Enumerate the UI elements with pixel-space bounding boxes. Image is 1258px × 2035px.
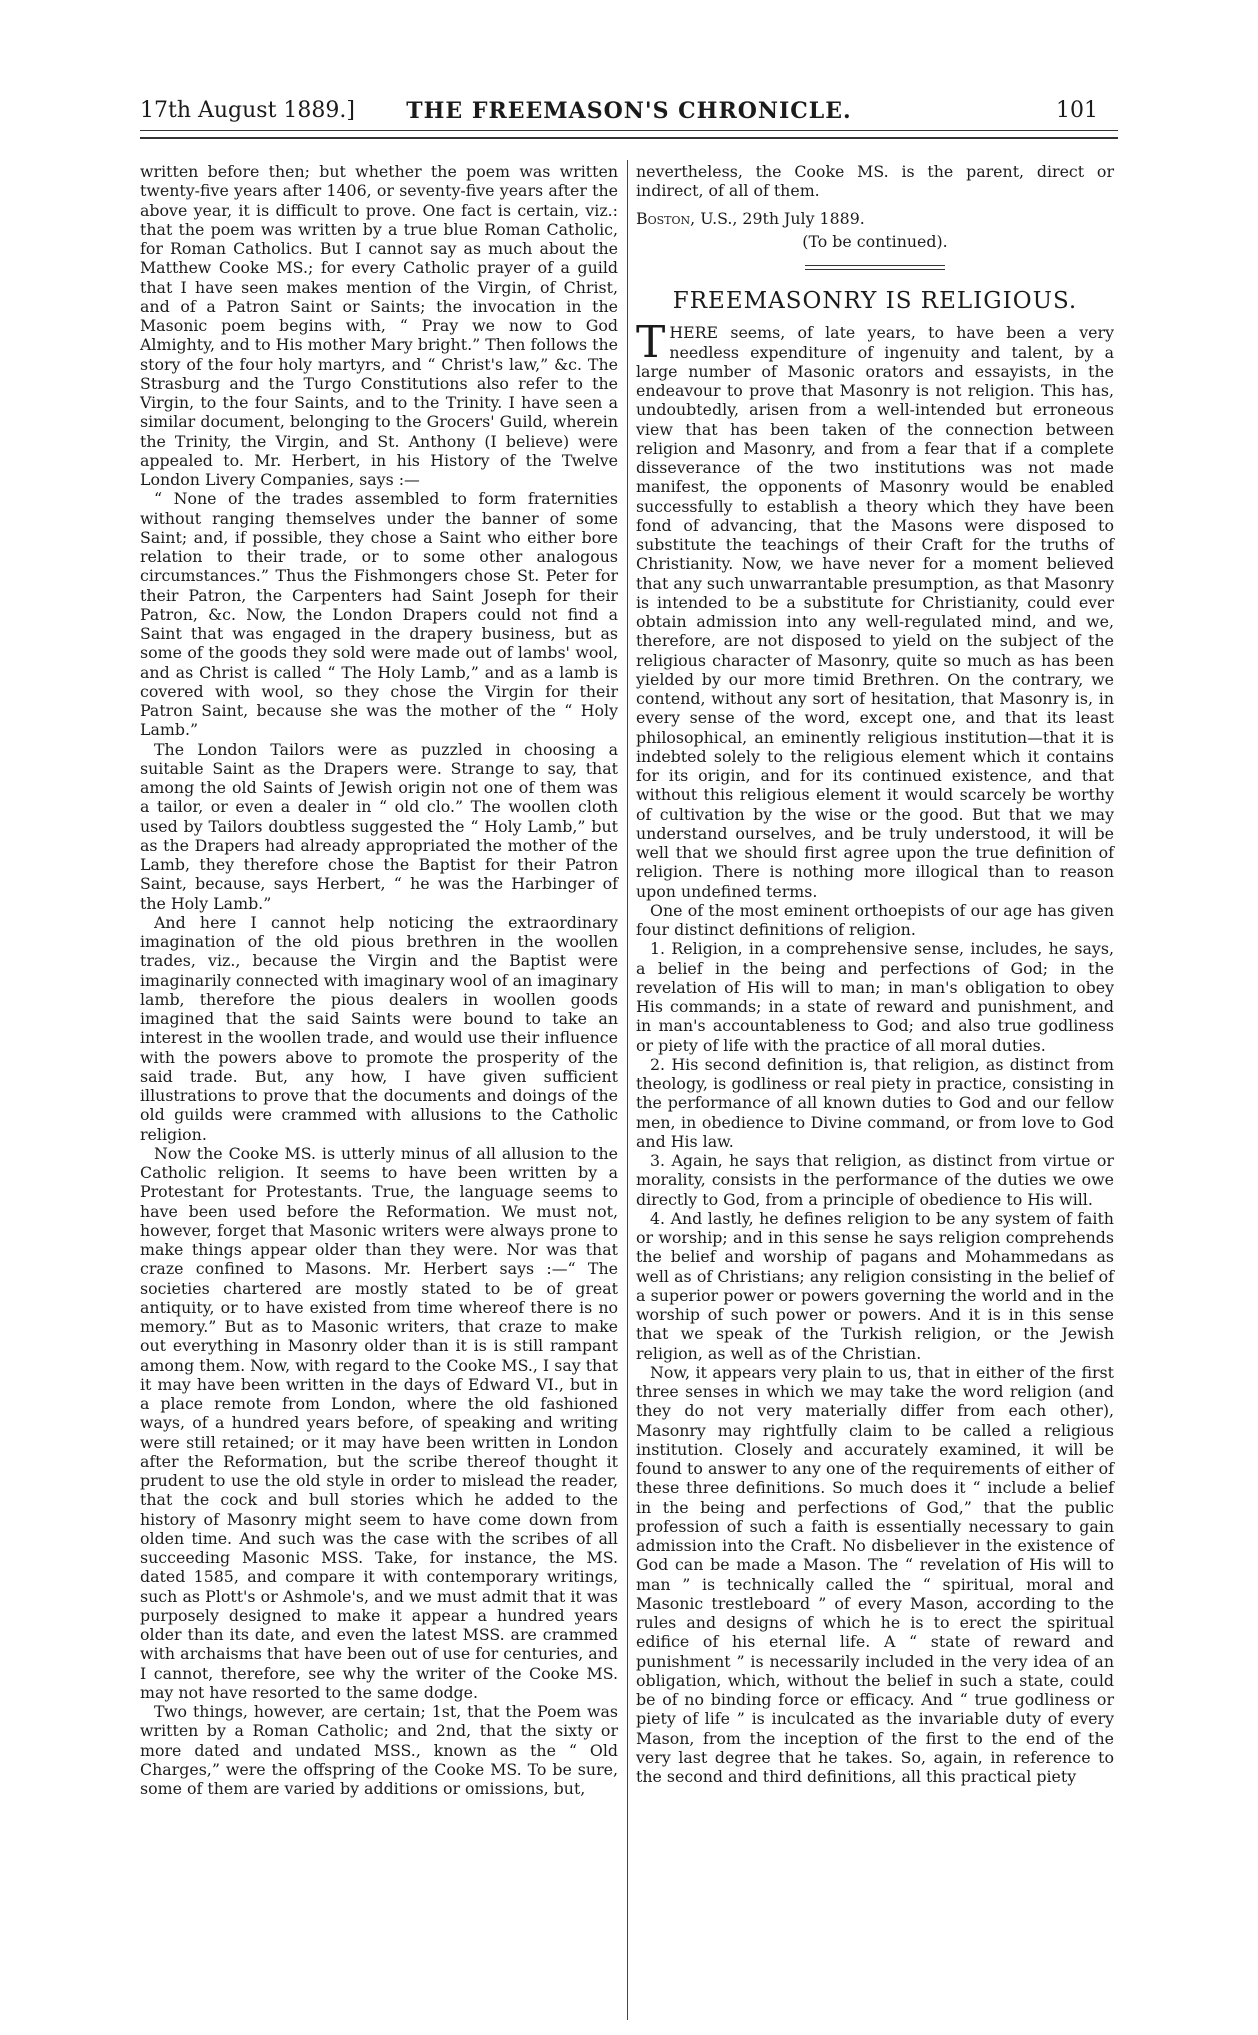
newspaper-page — [140, 96, 1118, 2026]
paragraph: 4. And lastly, he defines religion to be any system of faith or worship; and in this sense he says religion comprehends the belief and worship of pagans and Mohammedans as well as of Christians; any religion consisting in the belief of a superior power or powers governing the world and in the worship of such power or powers. And it is in this sense that we speak of the Turkish religion, or the Jewish religion, as well as of the Christian. — [636, 1208, 1114, 1363]
signoff — [636, 209, 1114, 228]
paragraph: “ None of the trades assembled to form fraternities without ranging themselves under the banner of some Saint; and, if possible, they chose a Saint who either bore relation to their trade, or to some other analogous circumstances.” Thus the Fishmongers chose St. Peter for their Patron, the Carpenters had Saint Joseph for their Patron, &c. Now, the London Drapers could not find a Saint that was engaged in the drapery business, but as some of the goods they sold were made out of lambs' wool, and as Christ is called “ The Holy Lamb,” and as a lamb is covered with wool, so they chose the Virgin for their Patron Saint, because she was the mother of the “ Holy Lamb.” — [140, 489, 618, 740]
opening-paragraph — [636, 317, 1114, 901]
article-title: FREEMASONRY IS RELIGIOUS. — [672, 288, 1078, 314]
drop-cap: T — [636, 317, 666, 369]
paragraph: 2. His second definition is, that religion, as distinct from theology, is godliness or real piety in practice, consisting in the performance of all known duties to God and our fellow men, in obedience to Divine command, or from love to God and His law. — [636, 1054, 1114, 1151]
header-rule — [140, 130, 1118, 139]
signoff-date: U.S., 29th July 1889. — [700, 208, 865, 228]
paragraph: Now the Cooke MS. is utterly minus of all allusion to the Catholic religion. It seems to have been written by a Protestant for Protestants. True, the language seems to have been used before the Reformation. We must not, however, forget that Masonic writers were always prone to make things appear older than they were. Nor was that craze confined to Masons. Mr. Herbert says :—“ The societies chartered are mostly stated to be of great antiquity, or to have existed from time whereof there is no memory.” But as to Masonic writers, that craze to make out everything in Masonry older than it is is still rampant among them. Now, with regard to the Cooke MS., I say that it may have been written in the days of Edward VI., but in a place remote from London, where the old fashioned ways, of a hundred years before, of speaking and writing were still retained; or it may have been written in London after the Reformation, but the scribe thereof thought it prudent to use the old style in order to mislead the reader, that the cock and bull stories which he added to the history of Masonry might seem to have come down from olden time. And such was the case with the scribes of all succeeding Masonic MSS. Take, for instance, the MS. dated 1585, and compare it with contemporary writings, such as Plott's or Ashmole's, and we must admit that it was purposely designed to make it appear a hundred years older than its date, and even the latest MSS. are crammed with archaisms that have been out of use for centuries, and I cannot, therefore, see why the writer of the Cooke MS. may not have resorted to the same dodge. — [140, 1143, 618, 1702]
issue-date: 17th August 1889.] — [140, 98, 355, 123]
paragraph: And here I cannot help noticing the extraordinary imagination of the old pious brethren in the woollen trades, viz., because the Virgin and the Baptist were imaginarily connected with imaginary wool of an imaginary lamb, therefore the pious dealers in woollen goods imagined that the said Saints were bound to take an interest in the woollen trade, and would use their influence with the powers above to promote the prosperity of the said trade. But, any how, I have given sufficient illustrations to prove that the documents and doings of the old guilds were crammed with allusions to the Catholic religion. — [140, 912, 618, 1144]
section-divider — [805, 265, 945, 270]
page-number: 101 — [1056, 98, 1098, 123]
left-column — [140, 162, 618, 1798]
paragraph: The London Tailors were as puzzled in choosing a suitable Saint as the Drapers were. Strange to say, that among the old Saints of Jewish origin not one of them was a tailor, or even a dealer in “ old clo.” The woollen cloth used by Tailors doubtless suggested the “ Holy Lamb,” but as the Drapers had already appropriated the mother of the Lamb, they therefore chose the Baptist for their Patron Saint, because, says Herbert, “ he was the Harbinger of the Holy Lamb.” — [140, 739, 618, 913]
publication-title: THE FREEMASON'S CHRONICLE. — [406, 98, 852, 124]
right-column — [636, 162, 1114, 1786]
paragraph: 1. Religion, in a comprehensive sense, includes, he says, a belief in the being and perfections of God; in the revelation of His will to man; in man's obligation to obey His commands; in a state of reward and punishment, and in man's accountableness to God; and also true godliness or piety of life with the practice of all moral duties. — [636, 939, 1114, 1055]
signoff-place: Boston, — [636, 208, 696, 228]
opening-text: HERE seems, of late years, to have been a very needless expenditure of ingenuity and talent, by a large number of Masonic orators and essayists, in the endeavour to prove that Masonry is not religion. This has, undoubtedly, arisen from a well-intended but erroneous view that has been taken of the connection between religion and Masonry, and from a fear that if a complete disseverance of the two institutions was not made manifest, the opponents of Masonry would be enabled successfully to establish a theory which they have been fond of advancing, that the Masons were disposed to substitute the teachings of their Craft for the truths of Christianity. Now, we have never for a moment believed that any such unwarrantable presumption, as that Masonry is intended to be a substitute for Christianity, could ever obtain admission into any well-regulated mind, and we, therefore, are not disposed to yield on the subject of the religious character of Masonry, quite so much as has been yielded by our more timid Brethren. On the contrary, we contend, without any sort of hesitation, that Masonry is, in every sense of the word, except one, and that its least philosophical, an eminently religious institution—that it is indebted solely to the religious element which it contains for its origin, and for its continued existence, and that without this religious element it would scarcely be worthy of cultivation by the wise or the good. But that we may understand ourselves, and be truly understood, it will be well that we should first agree upon the true definition of religion. There is nothing more illogical than to reason upon undefined terms. — [636, 323, 1114, 901]
continuation-paragraph: nevertheless, the Cooke MS. is the parent, direct or indirect, of all of them. — [636, 162, 1114, 201]
paragraph: Now, it appears very plain to us, that in either of the first three senses in which we may take the word religion (and they do not very materially differ from each other), Masonry may rightfully claim to be called a religious institution. Closely and accurately examined, it will be found to answer to any one of the requirements of either of these three definitions. So much does it “ include a belief in the being and perfections of God,” that the public profession of such a faith is essentially necessary to gain admission into the Craft. No disbeliever in the existence of God can be made a Mason. The “ revelation of His will to man ” is technically called the “ spiritual, moral and Masonic trestleboard ” of every Mason, according to the rules and designs of which he is to erect the spiritual edifice of his eternal life. A “ state of reward and punishment ” is necessarily included in the very idea of an obligation, which, without the belief in such a state, could be of no binding force or efficacy. And “ true godliness or piety of life ” is inculcated as the invariable duty of every Mason, from the inception of the first to the end of the very last degree that he takes. So, again, in reference to the second and third definitions, all this practical piety — [636, 1362, 1114, 1786]
column-divider — [627, 160, 628, 2020]
paragraph: Two things, however, are certain; 1st, that the Poem was written by a Roman Catholic; and 2nd, that the sixty or more dated and undated MSS., known as the “ Old Charges,” were the offspring of the Cooke MS. To be sure, some of them are varied by additions or omissions, but, — [140, 1702, 618, 1798]
to-be-continued: (To be continued). — [802, 231, 948, 251]
paragraph: One of the most eminent orthoepists of our age has given four distinct definitions of religion. — [636, 900, 1114, 939]
paragraph: written before then; but whether the poem was written twenty-five years after 1406, or seventy-five years after the above year, it is difficult to prove. One fact is certain, viz.: that the poem was written by a true blue Roman Catholic, for Roman Catholics. But I cannot say as much about the Matthew Cooke MS.; for every Catholic prayer of a guild that I have seen makes mention of the Virgin, of Christ, and of a Patron Saint or Saints; the invocation in the Masonic poem begins with, “ Pray we now to God Almighty, and to His mother Mary bright.” Then follows the story of the four holy martyrs, and “ Christ's law,” &c. The Strasburg and the Turgo Constitutions also refer to the Virgin, to the four Saints, and to the Trinity. I have seen a similar document, belonging to the Grocers' Guild, wherein the Trinity, the Virgin, and St. Anthony (I believe) were appealed to. Mr. Herbert, in his History of the Twelve London Livery Companies, says :— — [140, 162, 618, 489]
paragraph: 3. Again, he says that religion, as distinct from virtue or morality, consists in the performance of the duties we owe directly to God, from a principle of obedience to His will. — [636, 1151, 1114, 1209]
